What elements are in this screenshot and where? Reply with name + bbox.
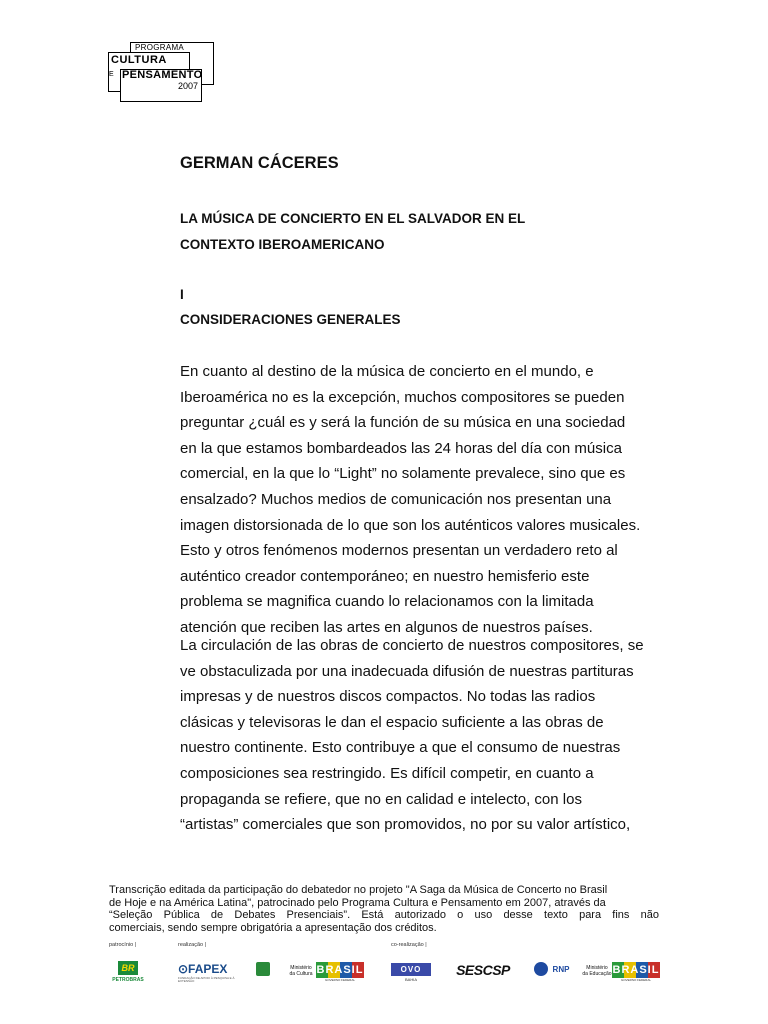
- text-line: problema se magnifica cuando lo relacionamos con la limitada: [180, 593, 594, 611]
- text-line: “artistas” comerciales que son promovidos, no por su valor artístico,: [180, 816, 631, 834]
- section-number: I: [180, 287, 184, 302]
- text-line: La circulación de las obras de concierto de nuestros compositores, se: [180, 637, 644, 654]
- ministerio-educacao-logo: [580, 963, 614, 979]
- logo-programa-text: PROGRAMA: [135, 43, 185, 52]
- logo-cultura-text: CULTURA: [111, 54, 167, 66]
- text-line: en la que estamos bombardeados las 24 horas del día con música: [180, 439, 622, 457]
- petrobras-logo-text: PETROBRAS: [112, 976, 144, 983]
- text-line: propaganda se refiere, que no en calidad e intelecto, con los: [180, 790, 582, 808]
- rnp-globe-icon: [534, 962, 548, 976]
- mec-line: da Educação: [582, 971, 612, 977]
- sesc-sp-logo: SESCSP: [456, 962, 510, 978]
- text-line: comercial, en la que lo “Light” no solamente prevalece, sino que es: [180, 465, 626, 483]
- text-line: nuestro continente. Esto contribuye a que el consumo de nuestras: [180, 739, 621, 757]
- text-line: En cuanto al destino de la música de concierto en el mundo, e: [180, 363, 594, 380]
- footer-line: comerciais, sendo sempre obrigatória a apresentação dos créditos.: [109, 921, 437, 934]
- title-line: CONTEXTO IBEROAMERICANO: [180, 237, 385, 252]
- text-line: auténtico creador contemporáneo; en nuestro hemisferio este: [180, 567, 590, 585]
- patrocinio-label: patrocínio |: [109, 942, 137, 948]
- text-line: clásicas y televisoras le dan el espacio suficiente a las obras de: [180, 713, 604, 731]
- footer-line: “Seleção Pública de Debates Presenciais”. Está autorizado o uso desse texto para fins não: [109, 909, 659, 922]
- body-paragraph-1: [180, 359, 664, 641]
- text-line: ve obstaculizada por una inadecuada difusión de nuestras partituras: [180, 662, 634, 680]
- author-name: GERMAN CÁCERES: [180, 154, 339, 172]
- text-line: preguntar ¿cuál es y será la función de su música en una sociedad: [180, 414, 626, 432]
- text-line: ensalzado? Muchos medios de comunicación nos presentan una: [180, 490, 612, 508]
- footer-note: [109, 884, 659, 934]
- title-line: LA MÚSICA DE CONCIERTO EN EL SALVADOR EN EL: [180, 211, 526, 226]
- programa-cultura-pensamento-logo: [108, 42, 214, 102]
- brasil-logo-2: BRASIL: [612, 962, 660, 978]
- section-title: CONSIDERACIONES GENERALES: [180, 312, 401, 327]
- logo-year-text: 2007: [178, 81, 199, 91]
- text-line: impresas y de nuestros discos compactos. No todas las radios: [180, 688, 596, 706]
- text-line: imagen distorsionada de lo que son los auténticos valores musicales.: [180, 516, 641, 534]
- brasil-logo: BRASIL: [316, 962, 364, 978]
- fapex-logo-subtitle: FUNDAÇÃO DE APOIO À PESQUISA E À EXTENSÃO: [178, 975, 235, 983]
- governo-federal-text-2: GOVERNO FEDERAL: [620, 977, 651, 982]
- corealizacao-label: co-realização |: [391, 942, 427, 948]
- fapex-logo: ⊙FAPEX: [178, 962, 228, 976]
- logo-pensamento-text: PENSAMENTO: [122, 69, 203, 81]
- rnp-logo: RNP: [552, 964, 570, 974]
- mec-line: Ministério: [586, 965, 608, 971]
- realizacao-label: realização |: [178, 942, 207, 948]
- bahia-flag-icon: [256, 962, 270, 976]
- logo-e-text: E: [109, 71, 114, 78]
- text-line: Esto y otros fenómenos modernos presentan un verdadero reto al: [180, 542, 618, 560]
- minc-line: da Cultura: [289, 971, 313, 977]
- body-paragraph-2: [180, 633, 664, 838]
- governo-federal-text: GOVERNO FEDERAL: [324, 977, 355, 982]
- footer-line: de Hoje e na América Latina", patrocinado pelo Programa Cultura e Pensamento em 2007, através da: [109, 896, 606, 909]
- text-line: composiciones sea restringido. Es difícil competir, en cuanto a: [180, 764, 594, 782]
- text-line: atención que reciben las artes en algunos de nuestros países.: [180, 618, 593, 636]
- footer-line: Transcrição editada da participação do debatedor no projeto "A Saga da Música de Concerto no Brasil: [109, 884, 608, 896]
- ovo-logo: OVO: [391, 963, 431, 976]
- petrobras-logo-icon: BR: [118, 961, 138, 975]
- ovo-logo-subtitle: BAHIA: [404, 976, 417, 982]
- document-title: [180, 206, 630, 258]
- text-line: Iberoamérica no es la excepción, muchos compositores se pueden: [180, 388, 625, 406]
- minc-line: Ministério: [290, 965, 312, 971]
- ministerio-cultura-logo: [286, 963, 316, 979]
